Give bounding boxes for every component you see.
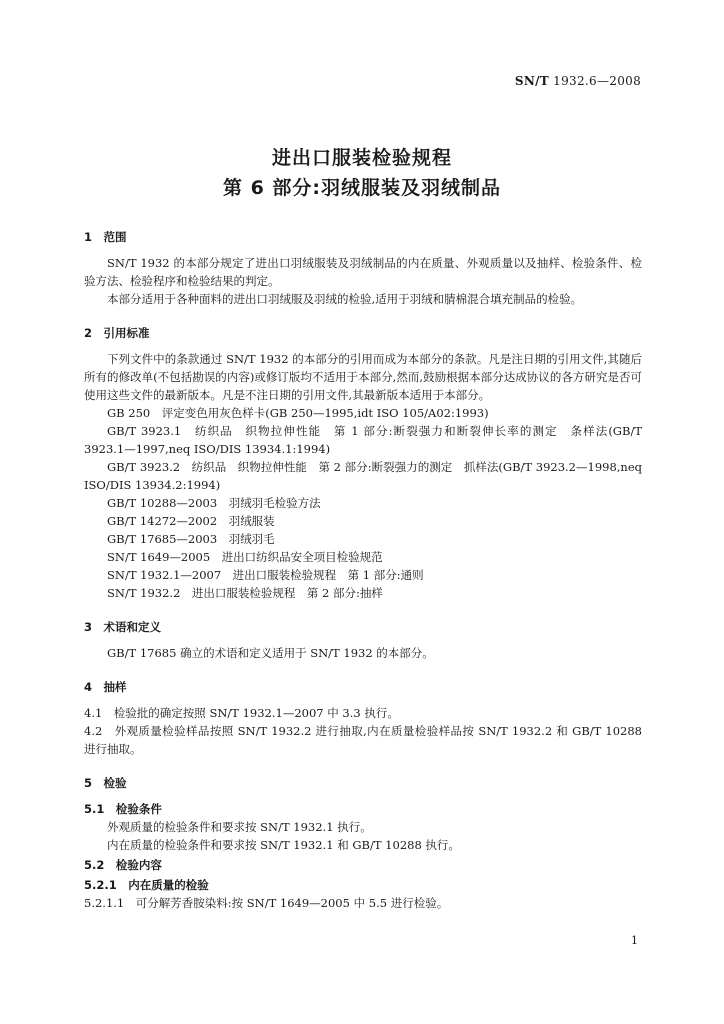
clause-5-1-paragraph-2: 内在质量的检验条件和要求按 SN/T 1932.1 和 GB/T 10288 执行。 [107, 838, 460, 852]
document-subtitle: 第 6 部分:羽绒服装及羽绒制品 [222, 177, 502, 199]
section-heading-terms: 3 术语和定义 [84, 620, 162, 634]
reference-item: GB/T 3923.1 纺织品 织物拉伸性能 第 1 部分:断裂强力和断裂伸长率的测定 条样法(GB/T 3923.1—1997,neq ISO/DIS 13934.1:1994) [84, 424, 642, 456]
clause-4-2: 4.2 外观质量检验样品按照 SN/T 1932.2 进行抽取,内在质量检验样品按 SN/T 1932.2 和 GB/T 10288 进行抽取。 [84, 724, 642, 756]
section-heading-inspection: 5 检验 [84, 776, 127, 790]
document-title: 进出口服装检验规程 [271, 147, 452, 169]
clause-5-2-1-1: 5.2.1.1 可分解芳香胺染料:按 SN/T 1649—2005 中 5.5 进行检验。 [84, 896, 449, 910]
section-heading-references: 2 引用标准 [84, 326, 150, 340]
clause-5-2-heading: 5.2 检验内容 [84, 858, 162, 872]
clause-5-2-1-heading: 5.2.1 内在质量的检验 [84, 878, 209, 892]
reference-item: GB 250 评定变色用灰色样卡(GB 250—1995,idt ISO 105/A02:1993) [107, 406, 489, 420]
reference-item: SN/T 1932.2 进出口服装检验规程 第 2 部分:抽样 [107, 586, 383, 600]
page-number: 1 [631, 934, 638, 947]
standard-code: SN/T 1932.6—2008 [514, 74, 641, 88]
reference-item: SN/T 1932.1—2007 进出口服装检验规程 第 1 部分:通则 [107, 568, 424, 582]
clause-4-1: 4.1 检验批的确定按照 SN/T 1932.1—2007 中 3.3 执行。 [84, 706, 399, 720]
section-heading-scope: 1 范围 [84, 230, 127, 244]
section-heading-sampling: 4 抽样 [84, 680, 127, 694]
clause-5-1-heading: 5.1 检验条件 [84, 802, 162, 816]
clause-5-1-paragraph-1: 外观质量的检验条件和要求按 SN/T 1932.1 执行。 [107, 820, 372, 834]
references-paragraph: 下列文件中的条款通过 SN/T 1932 的本部分的引用而成为本部分的条款。凡是注日期的引用文件,其随后所有的修改单(不包括勘误的内容)或修订版均不适用于本部分,然而,鼓励根据本部分达成协议的各方研究是否可使用这些文件的最新版本。凡是不注日期的引用文件,其最新版本适用于本部分。 [84, 352, 642, 402]
reference-item: SN/T 1649—2005 进出口纺织品安全项目检验规范 [107, 550, 383, 564]
reference-item: GB/T 10288—2003 羽绒羽毛检验方法 [107, 496, 321, 510]
terms-paragraph: GB/T 17685 确立的术语和定义适用于 SN/T 1932 的本部分。 [107, 646, 434, 660]
reference-item: GB/T 14272—2002 羽绒服装 [107, 514, 275, 528]
document-body [84, 222, 642, 912]
reference-item: GB/T 3923.2 纺织品 织物拉伸性能 第 2 部分:断裂强力的测定 抓样法(GB/T 3923.2—1998,neq ISO/DIS 13934.2:1994) [84, 460, 642, 492]
scope-paragraph-1: SN/T 1932 的本部分规定了进出口羽绒服装及羽绒制品的内在质量、外观质量以及抽样、检验条件、检验方法、检验程序和检验结果的判定。 [84, 256, 642, 288]
reference-item: GB/T 17685—2003 羽绒羽毛 [107, 532, 275, 546]
scope-paragraph-2: 本部分适用于各种面料的进出口羽绒服及羽绒的检验,适用于羽绒和腈棉混合填充制品的检验。 [107, 292, 583, 306]
